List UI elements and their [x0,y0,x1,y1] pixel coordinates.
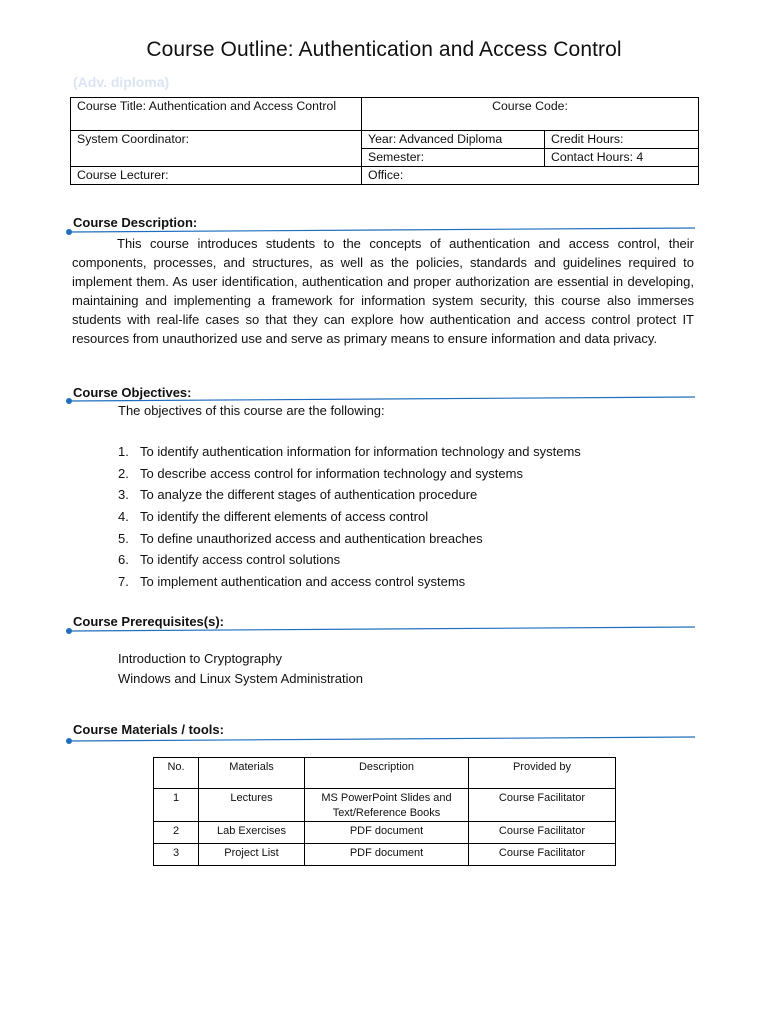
semester-cell: Semester: [362,149,545,167]
list-item: 3. To analyze the different stages of authentication procedure [118,487,478,503]
column-header: Materials [199,758,305,789]
description-text: This course introduces students to the concepts of authentication and access control, their components, processes, and structures, as well as the policies, standards and guidelines required to implement them. As user identification, authentication and proper authorization are essential in developing, maintaining and implementing a framework for information system security, this course also immerses students with real-life cases so that they can explore how authentication and access control protect IT resources from unauthorized use and serve as primary means to ensure information and data privacy. [72,236,694,346]
table-cell: PDF document [305,844,469,866]
section-divider [66,736,698,744]
page-title: Course Outline: Authentication and Access Control [146,38,622,61]
contact-hours-cell: Contact Hours: 4 [545,149,699,167]
materials-table [153,757,616,866]
course-code-cell: Course Code: [362,98,699,131]
list-item: 5. To define unauthorized access and authentication breaches [118,530,483,546]
objectives-list [118,443,581,595]
table-cell: Lectures [199,789,305,822]
table-row [154,822,616,844]
list-item: Windows and Linux System Administration [118,670,363,686]
table-cell: Course Facilitator [469,789,616,822]
list-item: 4. To identify the different elements of access control [118,509,429,525]
system-coordinator-cell: System Coordinator: [71,131,362,167]
prerequisites-list [118,649,363,688]
table-cell: PDF document [305,822,469,844]
table-cell: MS PowerPoint Slides and Text/Reference Books [305,789,469,822]
list-item: 1. To identify authentication information for information technology and systems [118,444,581,459]
table-header-row [154,758,616,789]
list-item: 2. To describe access control for information technology and systems [118,465,523,481]
table-row [154,789,616,822]
course-title-cell: Course Title: Authentication and Access Control [71,98,362,131]
description-heading: Course Description: [73,215,198,230]
table-cell: 1 [154,789,199,822]
prerequisites-heading: Course Prerequisites(s): [73,614,224,629]
office-cell: Office: [362,167,699,185]
list-item: 7. To implement authentication and access control systems [118,574,466,590]
list-item: 6. To identify access control solutions [118,552,341,568]
table-cell: 3 [154,844,199,866]
table-cell: Course Facilitator [469,844,616,866]
objectives-heading: Course Objectives: [73,385,192,400]
materials-heading: Course Materials / tools: [73,722,224,737]
course-info-table [70,97,699,185]
table-cell: Project List [199,844,305,866]
table-row [154,844,616,866]
column-header: No. [154,758,199,789]
table-cell: 2 [154,822,199,844]
page-subtitle: (Adv. diploma) [73,74,170,90]
credit-hours-cell: Credit Hours: [545,131,699,149]
column-header: Description [305,758,469,789]
section-divider [66,626,698,634]
table-cell: Lab Exercises [199,822,305,844]
column-header: Provided by [469,758,616,789]
year-cell: Year: Advanced Diploma [362,131,545,149]
table-cell: Course Facilitator [469,822,616,844]
list-item: Introduction to Cryptography [118,651,283,666]
objectives-intro: The objectives of this course are the following: [118,403,385,418]
course-lecturer-cell: Course Lecturer: [71,167,362,185]
